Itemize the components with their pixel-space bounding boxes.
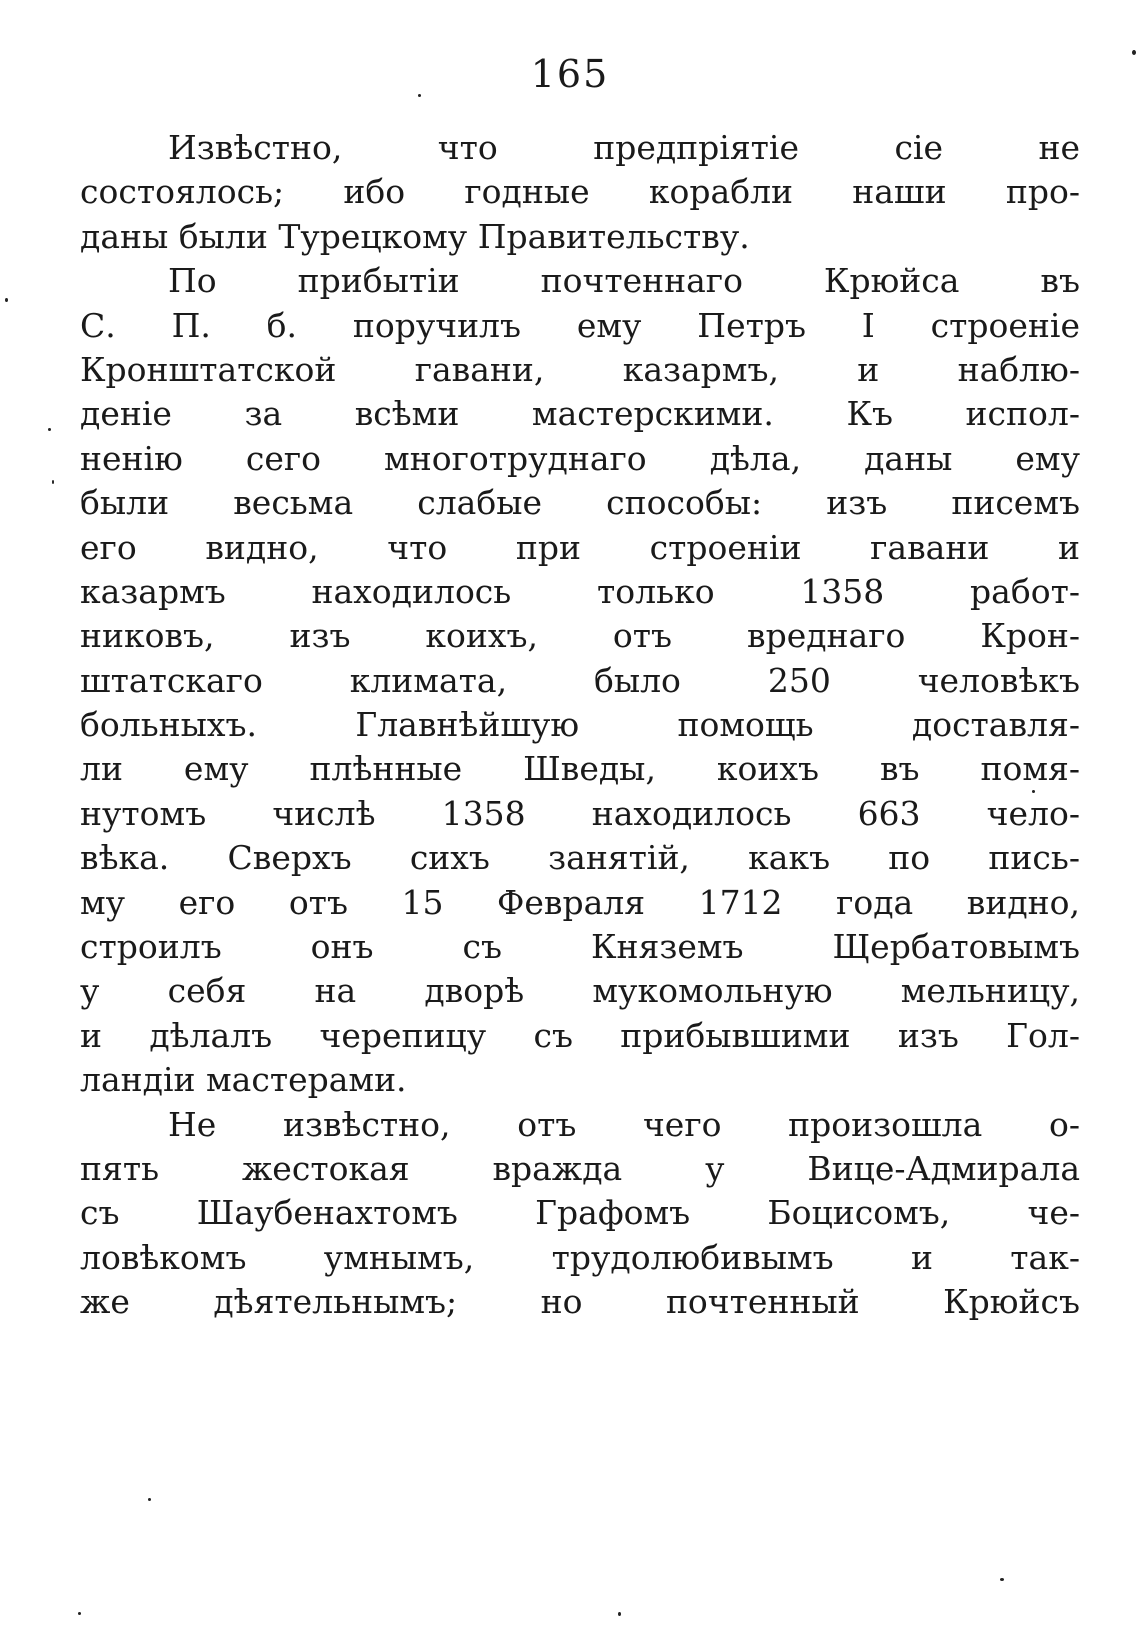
scan-speck	[1132, 50, 1136, 55]
text-line: никовъ, изъ коихъ, отъ вреднаго Крон-	[80, 616, 1080, 656]
scan-speck	[52, 480, 54, 484]
text-line: Кронштатской гавани, казармъ, и наблю-	[80, 349, 1080, 389]
scan-speck	[148, 1498, 151, 1501]
text-line: ненію сего многотруднаго дѣла, даны ему	[80, 438, 1080, 478]
text-line: нутомъ числѣ 1358 находилось 663 чело-	[80, 793, 1080, 833]
text-line: му его отъ 15 Февраля 1712 года видно,	[80, 882, 1080, 922]
scan-speck	[78, 1612, 81, 1615]
text-line: ловѣкомъ умнымъ, трудолюбивымъ и так-	[80, 1237, 1080, 1277]
text-line: строилъ онъ съ Княземъ Щербатовымъ	[80, 927, 1080, 967]
text-line: даны были Турецкому Правительству.	[80, 216, 750, 256]
page-number: 165	[530, 52, 610, 96]
text-line: По прибытіи почтеннаго Крюйса въ	[168, 261, 1080, 301]
scan-speck	[418, 94, 421, 97]
text-line: же дѣятельнымъ; но почтенный Крюйсъ	[80, 1282, 1080, 1322]
scan-speck	[5, 298, 8, 302]
text-line: его видно, что при строеніи гавани и	[80, 527, 1080, 567]
text-line: больныхъ. Главнѣйшую помощь доставля-	[80, 705, 1080, 745]
text-line: состоялось; ибо годные корабли наши про-	[80, 172, 1080, 212]
text-line: вѣка. Сверхъ сихъ занятій, какъ по пись-	[80, 838, 1080, 878]
text-line: Извѣстно, что предпріятіе сіе не	[168, 128, 1080, 167]
text-line: Не извѣстно, отъ чего произошла о-	[168, 1104, 1080, 1144]
text-line: съ Шаубенахтомъ Графомъ Боцисомъ, че-	[80, 1193, 1080, 1233]
body-text	[80, 126, 1080, 1325]
text-line: ли ему плѣнные Шведы, коихъ въ помя-	[80, 749, 1080, 789]
text-line: были весьма слабые способы: изъ писемъ	[80, 483, 1080, 523]
text-line: деніе за всѣми мастерскими. Къ испол-	[80, 394, 1080, 434]
text-line: пять жестокая вражда у Вице-Адмирала	[80, 1148, 1080, 1188]
scan-speck	[48, 428, 51, 431]
scan-speck	[1000, 1578, 1004, 1581]
text-line: ландіи мастерами.	[80, 1060, 407, 1100]
text-line: у себя на дворѣ мукомольную мельницу,	[80, 971, 1080, 1011]
text-line: и дѣлалъ черепицу съ прибывшими изъ Гол-	[80, 1015, 1080, 1055]
text-line: С. П. б. поручилъ ему Петръ I строеніе	[80, 305, 1080, 345]
scan-speck	[618, 1612, 621, 1616]
scan-speck	[1032, 790, 1035, 793]
text-line: казармъ находилось только 1358 работ-	[80, 571, 1080, 611]
text-line: штатскаго климата, было 250 человѣкъ	[80, 660, 1080, 700]
